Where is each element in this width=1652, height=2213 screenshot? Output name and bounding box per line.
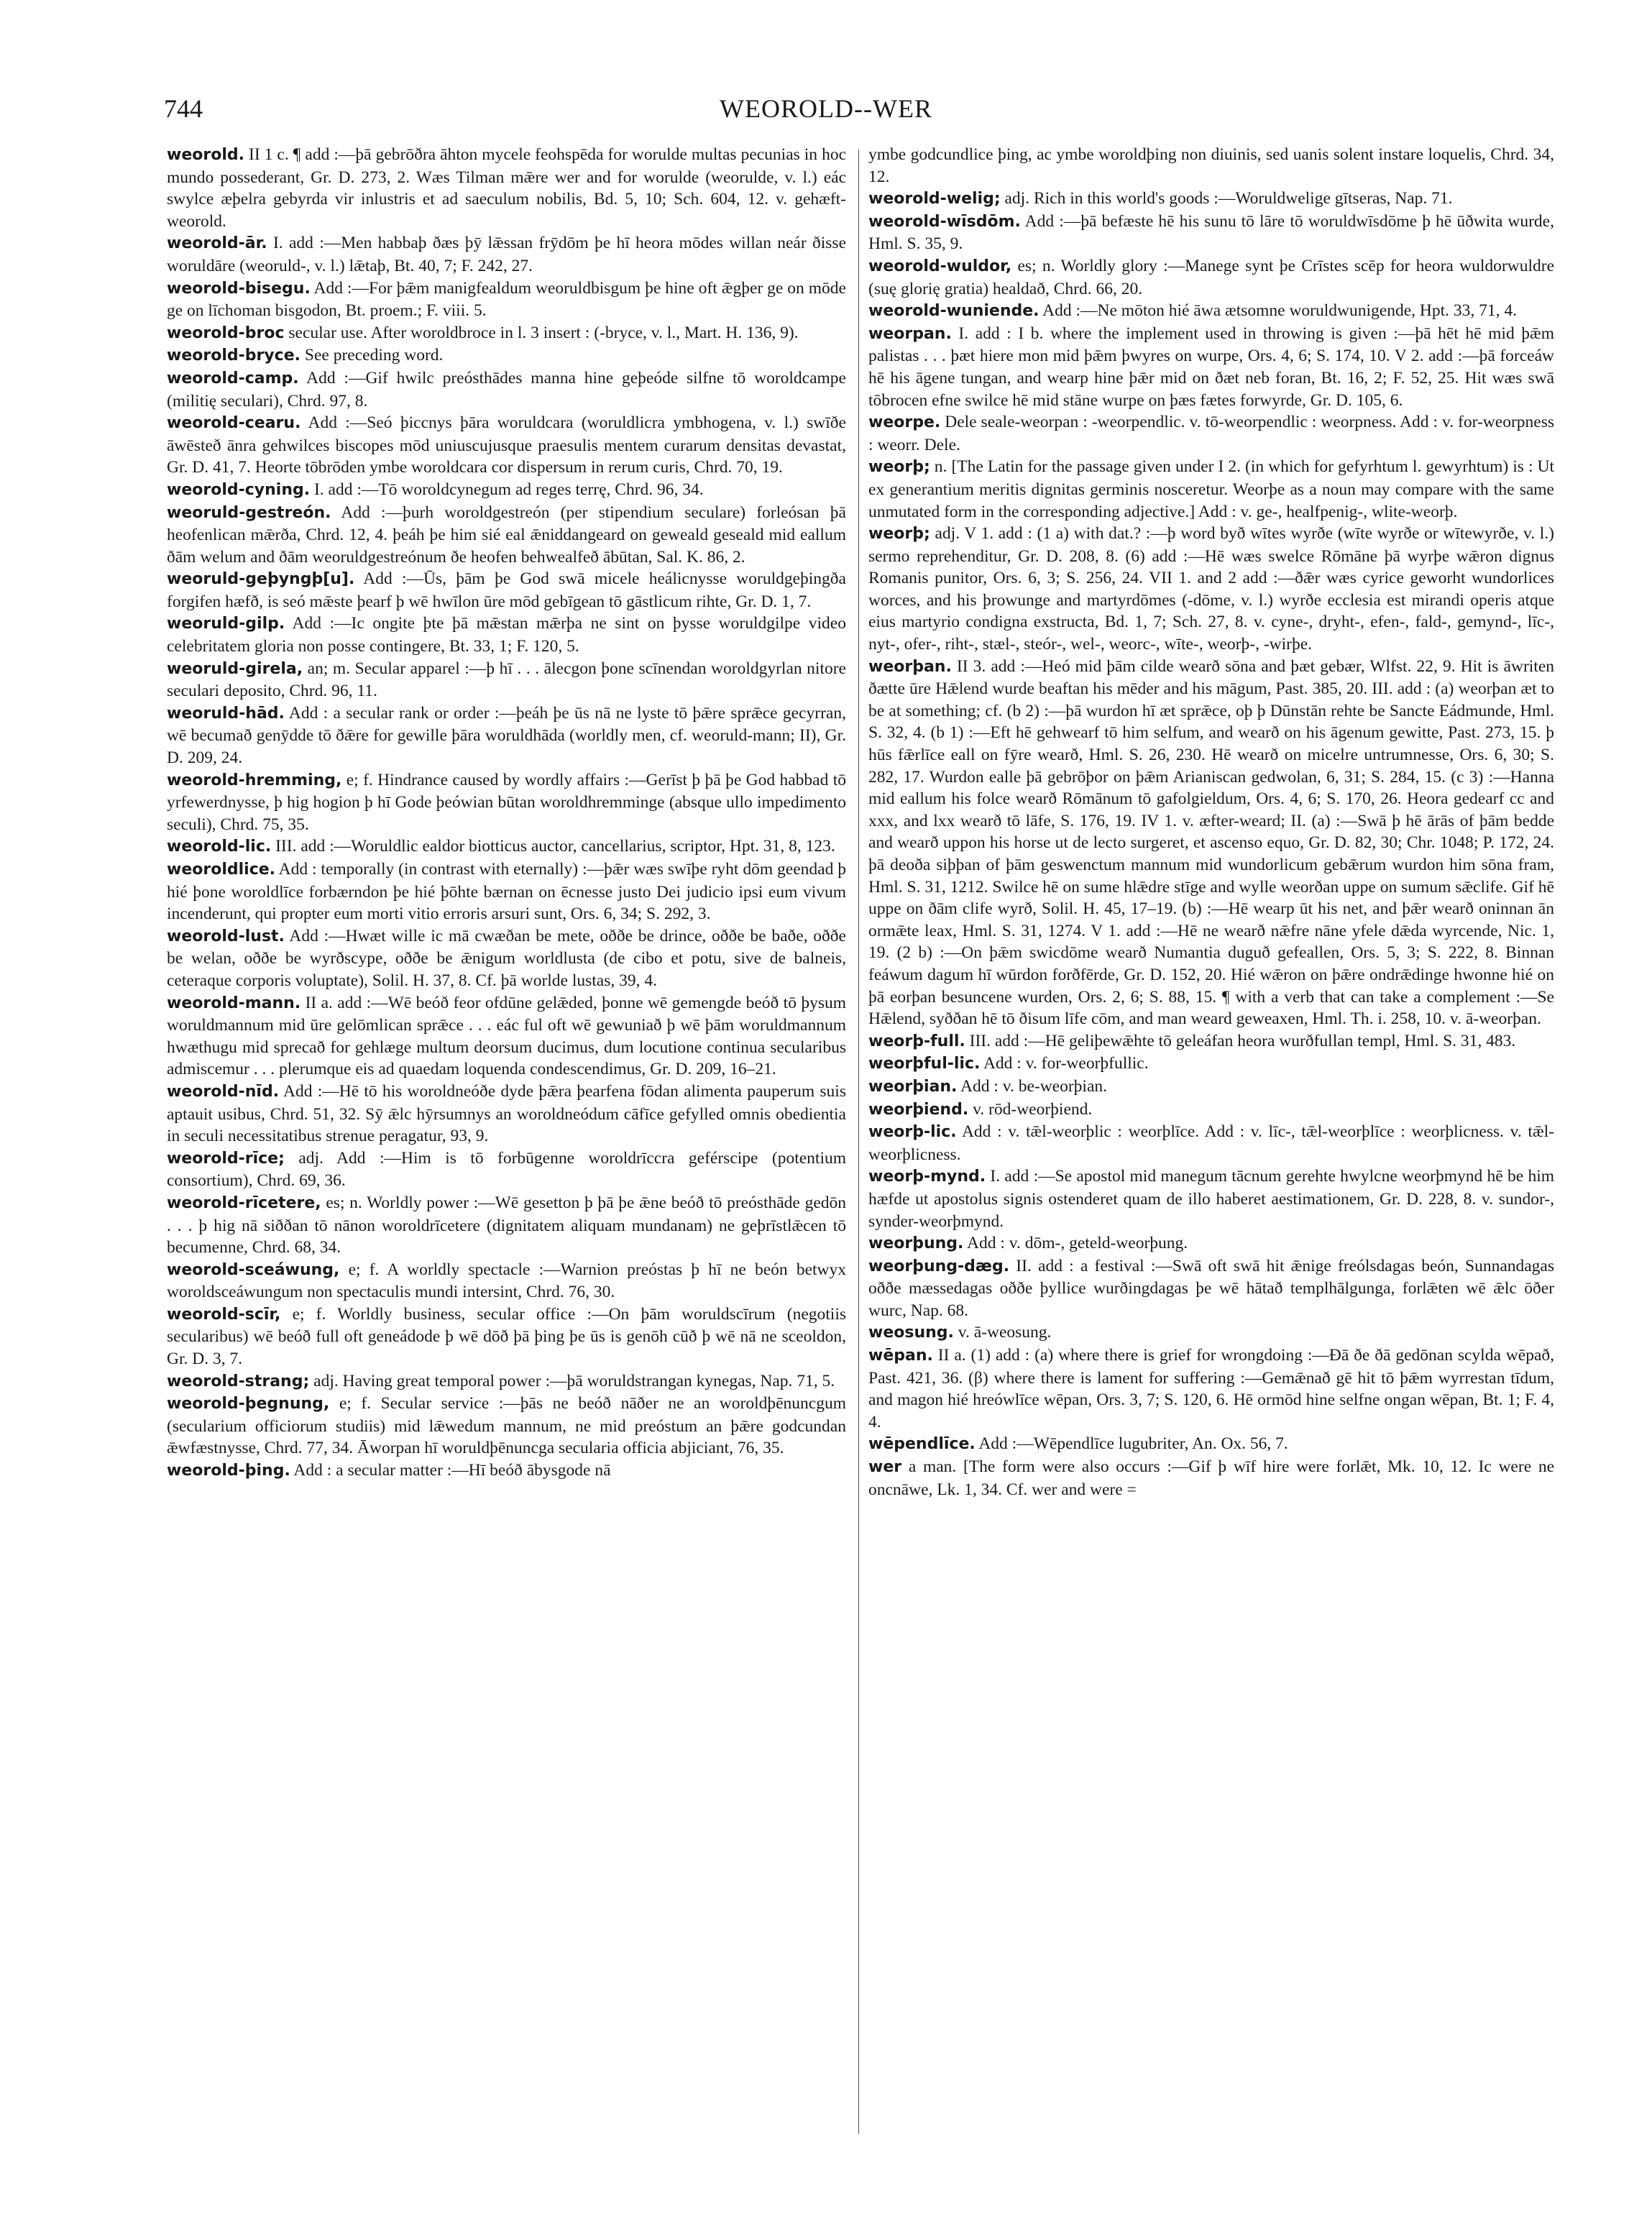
dictionary-entry — [167, 835, 846, 858]
entry-headword: weorold-cyning. — [167, 480, 311, 499]
entry-headword: weorold-cearu. — [167, 414, 301, 433]
dictionary-entry — [167, 992, 846, 1081]
entry-text: Add : v. tǣl-weorþlic : weorþlīce. Add : v. līc-, tǣl-weorþlīce : weorþlicness. v. tǣl-weorþlicness. — [868, 1122, 1554, 1164]
dictionary-entry — [868, 300, 1554, 323]
entry-headword: weorpan. — [868, 324, 952, 343]
entry-headword: weoroldlice. — [167, 861, 276, 879]
entry-headword: weorold-hremming, — [167, 771, 342, 789]
entry-headword: weorold-nīd. — [167, 1082, 280, 1101]
entry-text: I. add :—Men habbaþ ðæs þȳ lǣssan frȳdōm þe hī heora mōdes willan neár ðisse woruldāre (weoruld-, v. l.) lǣtaþ, Bt. 40, 7; F. 242, 27. — [167, 234, 846, 275]
dictionary-entry — [167, 1081, 846, 1147]
dictionary-entry — [868, 1232, 1554, 1255]
left-column — [167, 144, 846, 1483]
entry-text: I. add :—Tō woroldcynegum ad reges terrę, Chrd. 96, 34. — [313, 480, 704, 499]
entry-text: Add :—For þǣm manigfealdum weoruldbisgum þe hine oft ǣgþer ge on mōde ge on līchoman bisgodon, Bt. proem.; F. viii. 5. — [167, 278, 846, 321]
dictionary-entry — [167, 1192, 846, 1259]
dictionary-entry — [868, 656, 1554, 1030]
dictionary-entry — [868, 1076, 1554, 1099]
dictionary-entry — [167, 925, 846, 992]
right-column — [868, 144, 1554, 1500]
dictionary-entry — [167, 412, 846, 479]
entry-text: Add :—þā befæste hē his sunu tō lāre tō woruldwīsdōme þ hē ūðwita wurde, Hml. S. 35, 9. — [868, 211, 1554, 254]
dictionary-entry — [167, 479, 846, 502]
entry-text: Add :—Gif hwilc preósthādes manna hine geþeóde silfne tō woroldcampe (militię seculari), Chrd. 97, 8. — [167, 368, 846, 411]
entry-headword: weorold-wuniende. — [868, 302, 1040, 321]
dictionary-entry — [868, 1344, 1554, 1433]
entry-text: a man. [The form were also occurs :—Gif þ wīf hire were forlǣt, Mk. 10, 12. Ic were ne oncnāwe, Lk. 1, 34. Cf. wer and were = — [868, 1457, 1554, 1499]
entry-text: e; f. Hindrance caused by wordly affairs :—Gerīst þ þā þe God habbad tō yrfewerdnysse, þ hig hogion þ hī Gode þeówian būtan woroldhremminge (absque ullo impedimento seculi), Chrd. 75, 35. — [167, 770, 847, 834]
dictionary-entry — [868, 1433, 1554, 1456]
entry-headword: weorold-wīsdōm. — [868, 212, 1021, 231]
dictionary-entry — [868, 1255, 1554, 1322]
entry-headword: weorþ-full. — [868, 1032, 965, 1050]
dictionary-entry — [167, 278, 846, 322]
entry-text: II a. add :—Wē beóð feor ofdūne gelǣded, þonne wē gemengde beóð tō þysum woruldmannum mid ūre gelōmlican sprǣce . . . eác ful oft wē gewuniað þ wē þām woruldmannum hwæthugu mid sprecað for gehlæge multum deorsum ducimus, dum locutione continua secularibus admiscemur . . . plerumque eis ad quaedam loquenda condescendimus, Gr. D. 209, 16–21. — [167, 993, 847, 1079]
entry-text: an; m. Secular apparel :—þ hī . . . ālecgon þone scīnendan woroldgyrlan nitore seculari deposito, Chrd. 96, 11. — [167, 659, 846, 701]
entry-text: Add :—Ic ongite þte þā mǣstan mǣrþa ne sint on þysse woruldgilpe video celebritatem gloria non posse contingere, Bt. 33, 1; F. 120, 5. — [167, 614, 846, 656]
dictionary-entry — [167, 568, 846, 613]
entry-headword: weorþ-lic. — [868, 1123, 957, 1142]
entry-text: adj. Having great temporal power :—þā woruldstrangan kynegas, Nap. 71, 5. — [313, 1371, 835, 1390]
dictionary-entry — [167, 502, 846, 569]
dictionary-entry — [868, 255, 1554, 300]
entry-headword: weorold-scīr, — [167, 1305, 281, 1324]
dictionary-entry — [167, 1147, 846, 1192]
page-number: 744 — [164, 94, 203, 123]
entry-headword: weorold-bisegu. — [167, 279, 311, 298]
dictionary-entry — [868, 1053, 1554, 1076]
entry-headword: weosung. — [868, 1324, 954, 1342]
dictionary-entry — [167, 702, 846, 769]
entry-text: Add :—Hwæt wille ic mā cwæðan be mete, oððe be drince, oððe be baðe, oððe be welan, oððe be wyrðscype, oððe be ǣnigum worldlusta (de cibo et potu, sive de balneis, ceteraque corporis voluptate), Solil. H. 37, 8. Cf. þā worlde lustas, 39, 4. — [167, 926, 846, 990]
dictionary-entry — [868, 1165, 1554, 1232]
entry-headword: weorold-þegnung, — [167, 1395, 330, 1414]
entry-headword: weorold-strang; — [167, 1372, 310, 1390]
dictionary-entry — [167, 144, 846, 232]
entry-headword: weorpe. — [868, 413, 941, 432]
entry-headword: weorold-broc — [167, 324, 285, 342]
dictionary-entry — [167, 322, 846, 345]
entry-headword: weorþ; — [868, 458, 930, 477]
entry-text: es; n. Worldly glory :—Manege synt þe Crīstes scēp for heora wuldorwuldre (suę glorię gratia) healdað, Chrd. 66, 20. — [868, 256, 1555, 298]
entry-text: Add : v. dōm-, geteld-weorþung. — [966, 1234, 1188, 1253]
entry-headword: weorold-lic. — [167, 838, 272, 856]
entry-text: III. add :—Hē geliþewǣhte tō geleáfan heora wurðfullan templ, Hml. S. 31, 483. — [969, 1031, 1516, 1050]
entry-headword: weorold-camp. — [167, 369, 299, 388]
dictionary-entry — [868, 323, 1554, 411]
entry-text: I. add : I b. where the implement used in throwing is given :—þā hēt hē mid þǣm palistas . . . þæt hiere mon mid þǣm þwyres on wurpe, Ors. 4, 6; S. 174, 10. V 2. add :—þā forceáw hē his āgene tungan, and wearp hine þǣr mid on ðæt neb foran, Bt. 16, 2; F. 52, 25. Hit wæs swā tōbrocen efne swilce hē mid stāne wurpe on þæs fætes forwyrde, Gr. D. 105, 6. — [868, 324, 1554, 410]
dictionary-entry — [167, 344, 846, 367]
entry-headword: weorþung-dæg. — [868, 1257, 1010, 1275]
entry-text: Add : v. be-weorþian. — [960, 1076, 1108, 1096]
entry-headword: weorold-sceáwung, — [167, 1260, 340, 1279]
entry-text: v. ā-weosung. — [958, 1323, 1052, 1342]
entry-text: adj. Rich in this world's goods :—Woruldwelige gītseras, Nap. 71. — [1004, 189, 1453, 209]
dictionary-entry — [167, 1460, 846, 1483]
running-head: WEOROLD--WER — [720, 94, 932, 123]
entry-headword: weorold-lust. — [167, 927, 285, 945]
dictionary-entry — [167, 232, 846, 277]
dictionary-entry — [868, 1321, 1554, 1344]
entry-headword: weoruld-geþyngþ[u]. — [167, 570, 355, 589]
entry-headword: weorþiend. — [868, 1100, 969, 1119]
entry-text: Add : temporally (in contrast with eternally) :—þǣr wæs swīþe ryht dōm geendad þ hié þone woroldlīce forbærndon þe hié þōhte bærnan on ēcnesse justo Dei judicio ipsi eum vivum incenderunt, qui propter eum morti vitio erroris arsuri sunt, Ors. 6, 34; S. 292, 3. — [167, 860, 846, 924]
entry-text: II. add : a festival :—Swā oft swā hit ǣnige freólsdagas beón, Sunnandagas oððe mæssedagas oððe þyllice wurðingdagas þe wē hātað templhālgunga, forlǣten wē ǣlc ōðer wurc, Nap. 68. — [868, 1256, 1555, 1320]
entry-headword: weorold-rīce; — [167, 1149, 285, 1168]
entry-headword: weorold-mann. — [167, 994, 301, 1012]
dictionary-entry — [868, 411, 1554, 456]
dictionary-entry — [868, 1121, 1554, 1165]
entry-text: Add : v. for-weorþfullic. — [983, 1054, 1149, 1073]
entry-text: Add :—Ne mōton hié āwa ætsomne woruldwunigende, Hpt. 33, 71, 4. — [1042, 301, 1518, 321]
column-divider — [858, 150, 859, 2134]
dictionary-entry — [868, 188, 1554, 211]
entry-headword: weorþful-lic. — [868, 1055, 981, 1073]
entry-headword: weorold-wuldor, — [868, 257, 1012, 275]
dictionary-entry — [167, 1303, 846, 1370]
dictionary-entry — [167, 858, 846, 925]
entry-text: III. add :—Woruldlic ealdor biotticus auctor, cancellarius, scriptor, Hpt. 31, 8, 123. — [275, 837, 835, 856]
entry-text: II a. (1) add : (a) where there is grief for wrongdoing :—Ðā ðe ðā gedōnan scylda wēpað, Past. 421, 36. (β) where there is lament for suffering :—Gemǣnað gē hit tō þǣm wyrrestan tīdum, and magon hié hreówlīce wēpan, Ors. 3, 7; S. 120, 6. Hē ormōd hine selfne ongan wēpan, Bt. 1; F. 4, 4. — [868, 1346, 1554, 1431]
entry-headword: wer — [868, 1458, 902, 1477]
entry-headword: weorþung. — [868, 1234, 964, 1253]
entry-headword: weorþian. — [868, 1077, 958, 1096]
dictionary-entry — [868, 1030, 1554, 1053]
dictionary-entry — [868, 211, 1554, 255]
entry-headword: weorold-rīcetere, — [167, 1193, 321, 1212]
entry-headword: weorold. — [167, 146, 244, 164]
entry-text: Add : a secular matter :—Hī beóð ābysgode nā — [293, 1461, 611, 1480]
dictionary-entry — [868, 1099, 1554, 1122]
entry-text: n. [The Latin for the passage given under I 2. (in which for gefyrhtum l. gewyrhtum) is : Ut ex generantium meritis dignitas germinis nosceretur. Weorþe as a noun may compare with the same unmutated form in the corresponding adjective.] Add : v. ge-, healfpenig-, wlite-weorþ. — [868, 457, 1555, 521]
dictionary-entry — [167, 613, 846, 657]
dictionary-entry — [167, 769, 846, 836]
entry-headword: weorold-ār. — [167, 234, 267, 253]
entry-headword: wēpendlīce. — [868, 1435, 976, 1454]
entry-headword: weorold-bryce. — [167, 347, 301, 365]
entry-headword: weorþ; — [868, 525, 930, 544]
dictionary-entry — [167, 658, 846, 702]
dictionary-entry — [868, 1456, 1554, 1500]
dictionary-entry — [167, 1259, 846, 1303]
entry-text: II 3. add :—Heó mid þām cilde wearð sōna and þæt gebær, Wlfst. 22, 9. Hit is āwriten ðætte ūre Hǣlend wurde beaftan his mēder and his māgum, Past. 385, 20. III. add : (a) weorþan æt to be at something; cf. (b 2) :—þā wurdon hī æt sprǣce, oþ þ Dūnstān rehte be Sancte Eádmunde, Hml. S. 32, 4. (b 1) :—Eft hē gehwearf tō him selfum, and wearð on his āgenum gewitte, Past. 273, 15. þ hūs fǣrlīce eall on fȳre wearð, Hml. S. 26, 230. Hē wearð on micelre untrumnesse, Ors. 6, 30; S. 282, 17. Wurdon ealle þā gebrōþor on þǣm Arianiscan gedwolan, 6, 31; S. 284, 15. (c 3) :—Hanna mid eallum his folce wearð Rōmānum tō gafolgieldum, Ors. 4, 6; S. 170, 26. Heora gedearf cc and xxx, and lxx wearð tō lāfe, S. 176, 19. IV 1. v. æfter-weard; II. (a) :—Swā þ hē ārās of þām bedde and wearð uppon his horse ut de lecto surgeret, et ascenso equo, Gr. D. 82, 30; Chr. 1048; P. 172, 24. þā deoða siþþan of þām geswenctum mannum mid wundorlicum gebǣrum wurdon him sōna fram, Hml. S. 31, 1212. Swilce hē on sume hlǣdre stīge and wylle weorðan uppe on sumum sǣclife. Gif hē uppe on ðām clife wyrð, Solil. H. 45, 17–19. (b) :—Hē wearp ūt his net, and þǣr wearð oninnan ān ormǣte leax, Hml. S. 31, 1274. V 1. add :—Hē ne wearð nǣfre nāne yfele dǣda wyrcende, Nic. 1, 19. (2 b) :—On þǣm swicdōme wearð Numantia duguð gefeallen, Ors. 5, 3; S. 222, 8. Binnan feáwum dagum hī wūrdon forðfērde, Gr. D. 152, 20. Hié wǣron on þǣre ondrǣdinge hwonne hié on þā eorþan besuncene wurden, Ors. 2, 6; S. 88, 15. ¶ with a verb that can take a complement :—Se Hǣlend, syððan hē tō ðisum līfe cōm, and man weard geweaxen, Hml. Th. i. 258, 10. v. ā-weorþan. — [868, 656, 1555, 1029]
entry-text: adj. Add :—Him is tō forbūgenne woroldrīccra geférscipe (potentium consortium), Chrd. 69, 36. — [167, 1148, 847, 1191]
dictionary-entry — [868, 523, 1554, 656]
entry-text: ymbe godcundlice þing, ac ymbe woroldþing non diuinis, sed uanis solent instare loquelis, Chrd. 34, 12. — [868, 145, 1554, 186]
entry-text: secular use. After woroldbroce in l. 3 insert : (-bryce, v. l., Mart. H. 136, 9). — [288, 323, 799, 342]
entry-text: es; n. Worldly power :—Wē gesetton þ þā þe ǣne beóð tō preósthāde gedōn . . . þ hig nā siððan tō nānon woroldrīcetere (dignitatem aliquam mundanam) ne geþrīstlǣcen tō becumenne, Chrd. 68, 34. — [167, 1193, 846, 1257]
entry-text: I. add :—Se apostol mid manegum tācnum gerehte hwylcne weorþmynd hē be him hæfde ut apostolus signis ostenderet quam de illo haberet aestimationem, Gr. D. 228, 8. v. sundor-, synder-weorþmynd. — [868, 1167, 1555, 1231]
entry-text: II 1 c. ¶ add :—þā gebrōðra āhton mycele feohspēda for worulde multas pecunias in hoc mundo possederant, Gr. D. 273, 2. Wæs Tilman mǣre wer and for worulde (weorulde, v. l.) eác swylce æþelra gebyrda vir inlustris et ad saeculum nobilis, Bd. 5, 10; Sch. 604, 12. v. gehæft-weorold. — [167, 145, 846, 231]
dictionary-entry — [167, 367, 846, 412]
dictionary-entry — [868, 144, 1554, 188]
entry-headword: wēpan. — [868, 1347, 933, 1365]
entry-text: Add :—Hē tō his woroldneóðe dyde þǣra þearfena fōdan alimenta pauperum suis aptauit usibus, Chrd. 51, 32. Sȳ ǣlc hȳrsumnys an woroldneódum cāfīce gefylled omnis obedientia in seculi necessitatibus strenue peragatur, 93, 9. — [167, 1081, 846, 1146]
dictionary-entry — [167, 1393, 846, 1460]
entry-headword: weoruld-gilp. — [167, 615, 285, 633]
entry-headword: weorold-þing. — [167, 1462, 290, 1480]
entry-text: Add : a secular rank or order :—þeáh þe ūs nā ne lyste tō þǣre sprǣce gecyrran, wē becumað genȳdde tō ðǣre for gewille þāra woruldhāda (worldly men, cf. weoruld-mann; II), Gr. D. 209, 24. — [167, 703, 846, 768]
entry-headword: weorþ-mynd. — [868, 1168, 986, 1186]
entry-text: Add :—Seó þiccnys þāra woruldcara (woruldlicra ymbhogena, v. l.) swīðe āwēsteð ānra gehwilces biscopes mōd uniuscujusque praesulis mentem curarum densitas devastat, Gr. D. 41, 7. Heorte tōbrōden ymbe woroldcara cor dispersum in rerum curis, Chrd. 70, 19. — [167, 413, 846, 477]
dictionary-entry — [167, 1370, 846, 1393]
entry-text: Add :—Wēpendlīce lugubriter, An. Ox. 56, 7. — [978, 1434, 1288, 1454]
entry-text: Add :—þurh woroldgestreón (per stipendium seculare) forleósan þā heofenlican mǣrða, Chrd. 12, 4. þeáh þe him sié eal ǣniddangeard on geweald geseald mid eallum ðām welum and ðām weoruldgestreónum ðe heofen behwealfeð ābūtan, Sal. K. 86, 2. — [167, 503, 846, 567]
entry-text: Add :—Ūs, þām þe God swā micele heálicnysse woruldgeþingða forgifen hæfð, is seó mǣste þearf þ wē hwīlon ūre mōd gebīgean tō gāstlicum rihte, Gr. D. 1, 7. — [167, 569, 846, 611]
entry-text: See preceding word. — [304, 346, 444, 365]
entry-headword: weoruld-girela, — [167, 659, 303, 678]
dictionary-entry — [868, 456, 1554, 523]
entry-headword: weorold-welig; — [868, 190, 1001, 209]
entry-text: v. rōd-weorþiend. — [973, 1099, 1093, 1119]
entry-text: e; f. Secular service :—þās ne beóð nāðer ne an woroldþēnuncgum (secularium officiorum studiis) mid lǣwedum mannum, ne mid preóstum an þǣre godcundan ǣwfæstnysse, Chrd. 77, 34. Āworpan hī woruldþēnuncga secularia officia abjiciant, 76, 35. — [167, 1394, 846, 1458]
entry-headword: weorþan. — [868, 657, 952, 676]
entry-text: Dele seale-weorpan : -weorpendlic. v. tō-weorpendlic : weorpness. Add : v. for-weorpness : weorr. Dele. — [868, 413, 1554, 454]
entry-text: e; f. A worldly spectacle :—Warnion preóstas þ hī ne beón betwyx woroldsceáwungum non spectaculis mundi intersint, Chrd. 76, 30. — [167, 1260, 847, 1302]
entry-headword: weoruld-hād. — [167, 704, 285, 723]
entry-text: e; f. Worldly business, secular office :—On þām woruldscīrum (negotiis secularibus) wē beóð full oft geneádode þ wē dōð þā þing þe ūs is genōh cūð þ wē nā ne sceoldon, Gr. D. 3, 7. — [167, 1304, 846, 1369]
entry-headword: weoruld-gestreón. — [167, 503, 331, 522]
entry-text: adj. V 1. add : (1 a) with dat.? :—þ word byð wītes wyrðe (wīte wyrðe or wītewyrðe, v. l.) sermo reprehenditur, Gr. D. 208, 8. (6) add :—Hē wæs swelce Rōmāne þā wyrþe wǣron dignus Romanis punitor, Ors. 6, 3; S. 256, 24. VII 1. and 2 add :—ðǣr wæs cyrice geworht wundorlices worces, and his þrowunge and martyrdōmes (-dōme, v. l.) wyrðe ecclesia est mirandi operis atque eius martyrio condigna exstructa, Bd. 1, 7; Sch. 27, 8. v. cyne-, dryht-, efen-, fald-, gemynd-, līc-, nyt-, ofer-, riht-, stæl-, steór-, wel-, weorc-, wīte-, weorþ-, -wirþe. — [868, 524, 1555, 654]
